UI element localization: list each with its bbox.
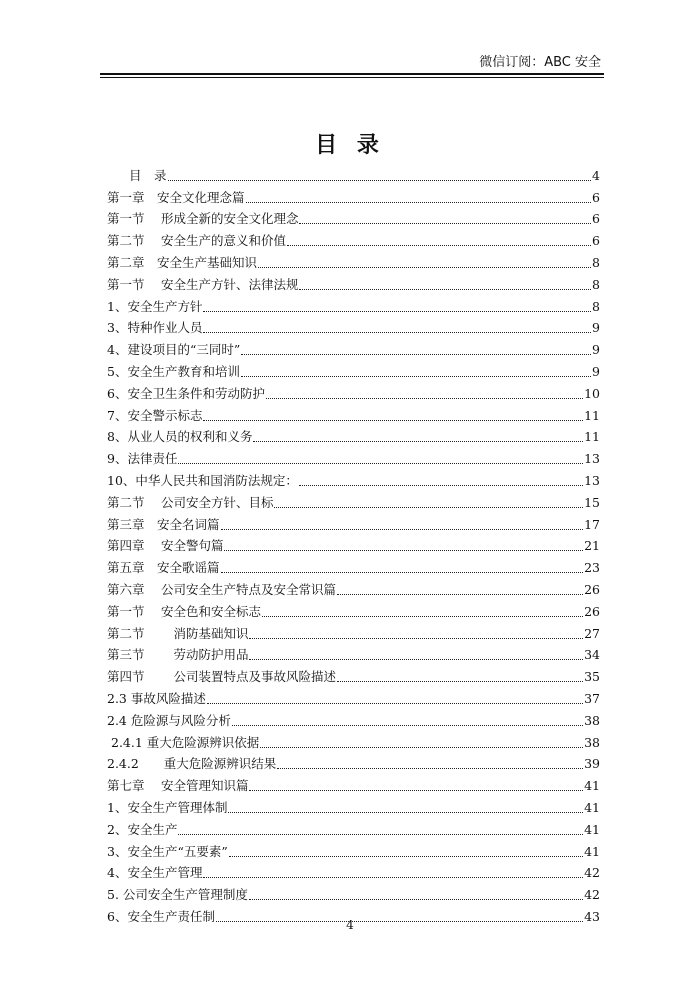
toc-entry-label: 1、安全生产管理体制 xyxy=(107,799,228,815)
toc-entry[interactable] xyxy=(107,293,600,315)
page-number: 4 xyxy=(346,918,354,932)
toc-leader-dots xyxy=(168,179,592,181)
toc-entry-label: 2.4.1 重大危险源辨识依据 xyxy=(111,734,260,750)
toc-entry-label: 第一节 形成全新的安全文化理念 xyxy=(107,211,299,227)
toc-entry-page: 21 xyxy=(584,538,600,554)
toc-leader-dots xyxy=(253,440,583,442)
toc-leader-dots xyxy=(241,375,591,377)
toc-entry-page: 17 xyxy=(584,516,600,532)
toc-entry-label: 第二节 公司安全方针、目标 xyxy=(107,494,274,510)
toc-entry[interactable] xyxy=(107,751,600,773)
toc-entry-page: 15 xyxy=(584,494,600,510)
toc-entry-page: 9 xyxy=(592,342,600,358)
toc-title: 目 录 xyxy=(315,133,385,158)
toc-leader-dots xyxy=(299,222,591,224)
toc-entry[interactable] xyxy=(107,445,600,467)
toc-entry[interactable] xyxy=(107,729,600,751)
toc-entry[interactable] xyxy=(107,881,600,903)
toc-leader-dots xyxy=(178,833,583,835)
header-rule-thick xyxy=(100,73,604,75)
toc-entry-page: 13 xyxy=(584,472,600,488)
toc-entry-label: 第七章 安全管理知识篇 xyxy=(107,778,249,794)
toc-leader-dots xyxy=(287,244,591,246)
toc-entry-label: 第二节 消防基础知识 xyxy=(107,625,249,641)
toc-entry-label: 7、安全警示标志 xyxy=(107,407,203,423)
toc-entry-page: 43 xyxy=(584,908,600,924)
toc-entry-label: 2.4 危险源与风险分析 xyxy=(107,712,231,728)
toc-entry-page: 37 xyxy=(584,690,600,706)
toc-entry-page: 8 xyxy=(592,276,600,292)
toc-entry[interactable] xyxy=(107,402,600,424)
toc-leader-dots xyxy=(299,288,591,290)
toc-entry-page: 26 xyxy=(584,603,600,619)
toc-entry[interactable] xyxy=(107,380,600,402)
toc-entry[interactable] xyxy=(107,663,600,685)
toc-entry-label: 6、安全生产责任制 xyxy=(107,908,215,924)
toc-entry-label: 10、中华人民共和国消防法规定： xyxy=(107,472,298,488)
toc-leader-dots xyxy=(207,702,583,704)
toc-entry-label: 3、安全生产“五要素” xyxy=(107,843,228,859)
toc-entry-label: 第一节 安全生产方针、法律法规 xyxy=(107,276,299,292)
toc-entry-page: 6 xyxy=(592,233,600,249)
toc-leader-dots xyxy=(241,353,591,355)
toc-entry-page: 9 xyxy=(592,363,600,379)
toc-entry[interactable] xyxy=(107,576,600,598)
toc-entry-page: 41 xyxy=(584,778,600,794)
toc-entry[interactable] xyxy=(107,554,600,576)
toc-entry-label: 8、从业人员的权利和义务 xyxy=(107,429,253,445)
toc-entry-page: 41 xyxy=(584,799,600,815)
toc-leader-dots xyxy=(274,506,583,508)
toc-leader-dots xyxy=(249,658,583,660)
toc-entry-label: 5、安全生产教育和培训 xyxy=(107,363,240,379)
toc-entry[interactable] xyxy=(107,794,600,816)
toc-entry-label: 4、建设项目的“三同时” xyxy=(107,342,241,358)
toc-entry-label: 2.4.2 重大危险源辨识结果 xyxy=(107,756,277,772)
toc-entry[interactable] xyxy=(107,772,600,794)
toc-entry[interactable] xyxy=(107,336,600,358)
toc-entry[interactable] xyxy=(107,860,600,882)
toc-leader-dots xyxy=(299,484,583,486)
toc-entry-label: 第一节 安全色和安全标志 xyxy=(107,603,261,619)
toc-entry[interactable] xyxy=(107,707,600,729)
toc-entry-label: 5. 公司安全生产管理制度 xyxy=(107,887,248,903)
toc-entry-page: 11 xyxy=(584,429,600,445)
toc-entry-label: 第二节 安全生产的意义和价值 xyxy=(107,233,286,249)
toc-entry-page: 11 xyxy=(584,407,600,423)
toc-entry-page: 6 xyxy=(592,211,600,227)
header-rule-thin xyxy=(100,77,604,78)
toc-entry-label: 1、安全生产方针 xyxy=(107,298,203,314)
toc-leader-dots xyxy=(221,571,584,573)
toc-entry-page: 8 xyxy=(592,254,600,270)
toc-entry-page: 41 xyxy=(584,843,600,859)
toc-entry-page: 39 xyxy=(584,756,600,772)
toc-entry-label: 2、安全生产 xyxy=(107,821,178,837)
toc-leader-dots xyxy=(229,855,583,857)
toc-entry-label: 4、安全生产管理 xyxy=(107,865,203,881)
toc-entry-label: 第六章 公司安全生产特点及安全常识篇 xyxy=(107,581,336,597)
toc-entry-label: 第四章 安全警句篇 xyxy=(107,538,224,554)
toc-entry-page: 35 xyxy=(584,669,600,685)
toc-entry[interactable] xyxy=(107,467,600,489)
toc-entry-label: 第三章 安全名词篇 xyxy=(107,516,220,532)
toc-entry[interactable] xyxy=(107,271,600,293)
toc-leader-dots xyxy=(337,593,583,595)
toc-leader-dots xyxy=(249,637,583,639)
toc-leader-dots xyxy=(337,680,583,682)
toc-leader-dots xyxy=(203,331,591,333)
toc-leader-dots xyxy=(203,310,591,312)
toc-entry-label: 2.3 事故风险描述 xyxy=(107,690,206,706)
toc-entry-page: 34 xyxy=(584,647,600,663)
toc-entry-page: 13 xyxy=(584,451,600,467)
toc-entry[interactable] xyxy=(107,533,600,555)
toc-entry-page: 38 xyxy=(584,734,600,750)
toc-leader-dots xyxy=(246,201,592,203)
toc-entry-page: 42 xyxy=(584,865,600,881)
toc-leader-dots xyxy=(232,724,583,726)
toc-entry-page: 26 xyxy=(584,581,600,597)
toc-leader-dots xyxy=(203,876,583,878)
toc-entry[interactable] xyxy=(107,511,600,533)
toc-entry-page: 42 xyxy=(584,887,600,903)
toc-entry-label: 第二章 安全生产基础知识 xyxy=(107,254,258,270)
toc-leader-dots xyxy=(258,266,591,268)
toc-leader-dots xyxy=(266,397,583,399)
toc-entry[interactable] xyxy=(107,206,600,228)
toc-leader-dots xyxy=(249,898,583,900)
toc-leader-dots xyxy=(178,462,583,464)
toc-leader-dots xyxy=(221,528,584,530)
toc-entry[interactable] xyxy=(107,685,600,707)
toc-leader-dots xyxy=(277,767,583,769)
toc-entry[interactable] xyxy=(107,184,600,206)
header-subscription-text: 微信订阅：ABC 安全 xyxy=(479,55,601,70)
toc-entry-label: 第四节 公司装置特点及事故风险描述 xyxy=(107,669,336,685)
toc-leader-dots xyxy=(260,746,583,748)
toc-entry-page: 4 xyxy=(592,167,600,183)
toc-entry[interactable] xyxy=(107,598,600,620)
toc-entry-label: 3、特种作业人员 xyxy=(107,320,203,336)
toc-entry-label: 6、安全卫生条件和劳动防护 xyxy=(107,385,265,401)
toc-leader-dots xyxy=(203,419,583,421)
table-of-contents xyxy=(107,162,600,925)
toc-entry[interactable] xyxy=(107,315,600,337)
toc-entry-label: 目 录 xyxy=(129,167,167,183)
toc-entry-label: 第三节 劳动防护用品 xyxy=(107,647,249,663)
toc-entry[interactable] xyxy=(107,620,600,642)
toc-entry-label: 第一章 安全文化理念篇 xyxy=(107,189,245,205)
toc-entry[interactable] xyxy=(107,227,600,249)
toc-leader-dots xyxy=(224,549,583,551)
toc-entry-page: 27 xyxy=(584,625,600,641)
toc-entry[interactable] xyxy=(107,816,600,838)
toc-entry[interactable] xyxy=(107,642,600,664)
toc-entry-page: 9 xyxy=(592,320,600,336)
toc-entry-label: 9、法律责任 xyxy=(107,451,178,467)
toc-entry[interactable] xyxy=(107,424,600,446)
toc-entry[interactable] xyxy=(107,162,600,184)
toc-leader-dots xyxy=(249,789,583,791)
toc-leader-dots xyxy=(262,615,583,617)
toc-entry-page: 10 xyxy=(584,385,600,401)
toc-entry-page: 38 xyxy=(584,712,600,728)
toc-entry[interactable] xyxy=(107,838,600,860)
toc-entry-page: 23 xyxy=(584,560,600,576)
toc-entry-page: 6 xyxy=(592,189,600,205)
toc-entry[interactable] xyxy=(107,489,600,511)
toc-entry-page: 8 xyxy=(592,298,600,314)
toc-entry[interactable] xyxy=(107,358,600,380)
toc-entry-page: 41 xyxy=(584,821,600,837)
toc-entry-label: 第五章 安全歌谣篇 xyxy=(107,560,220,576)
toc-entry[interactable] xyxy=(107,249,600,271)
toc-leader-dots xyxy=(228,811,583,813)
